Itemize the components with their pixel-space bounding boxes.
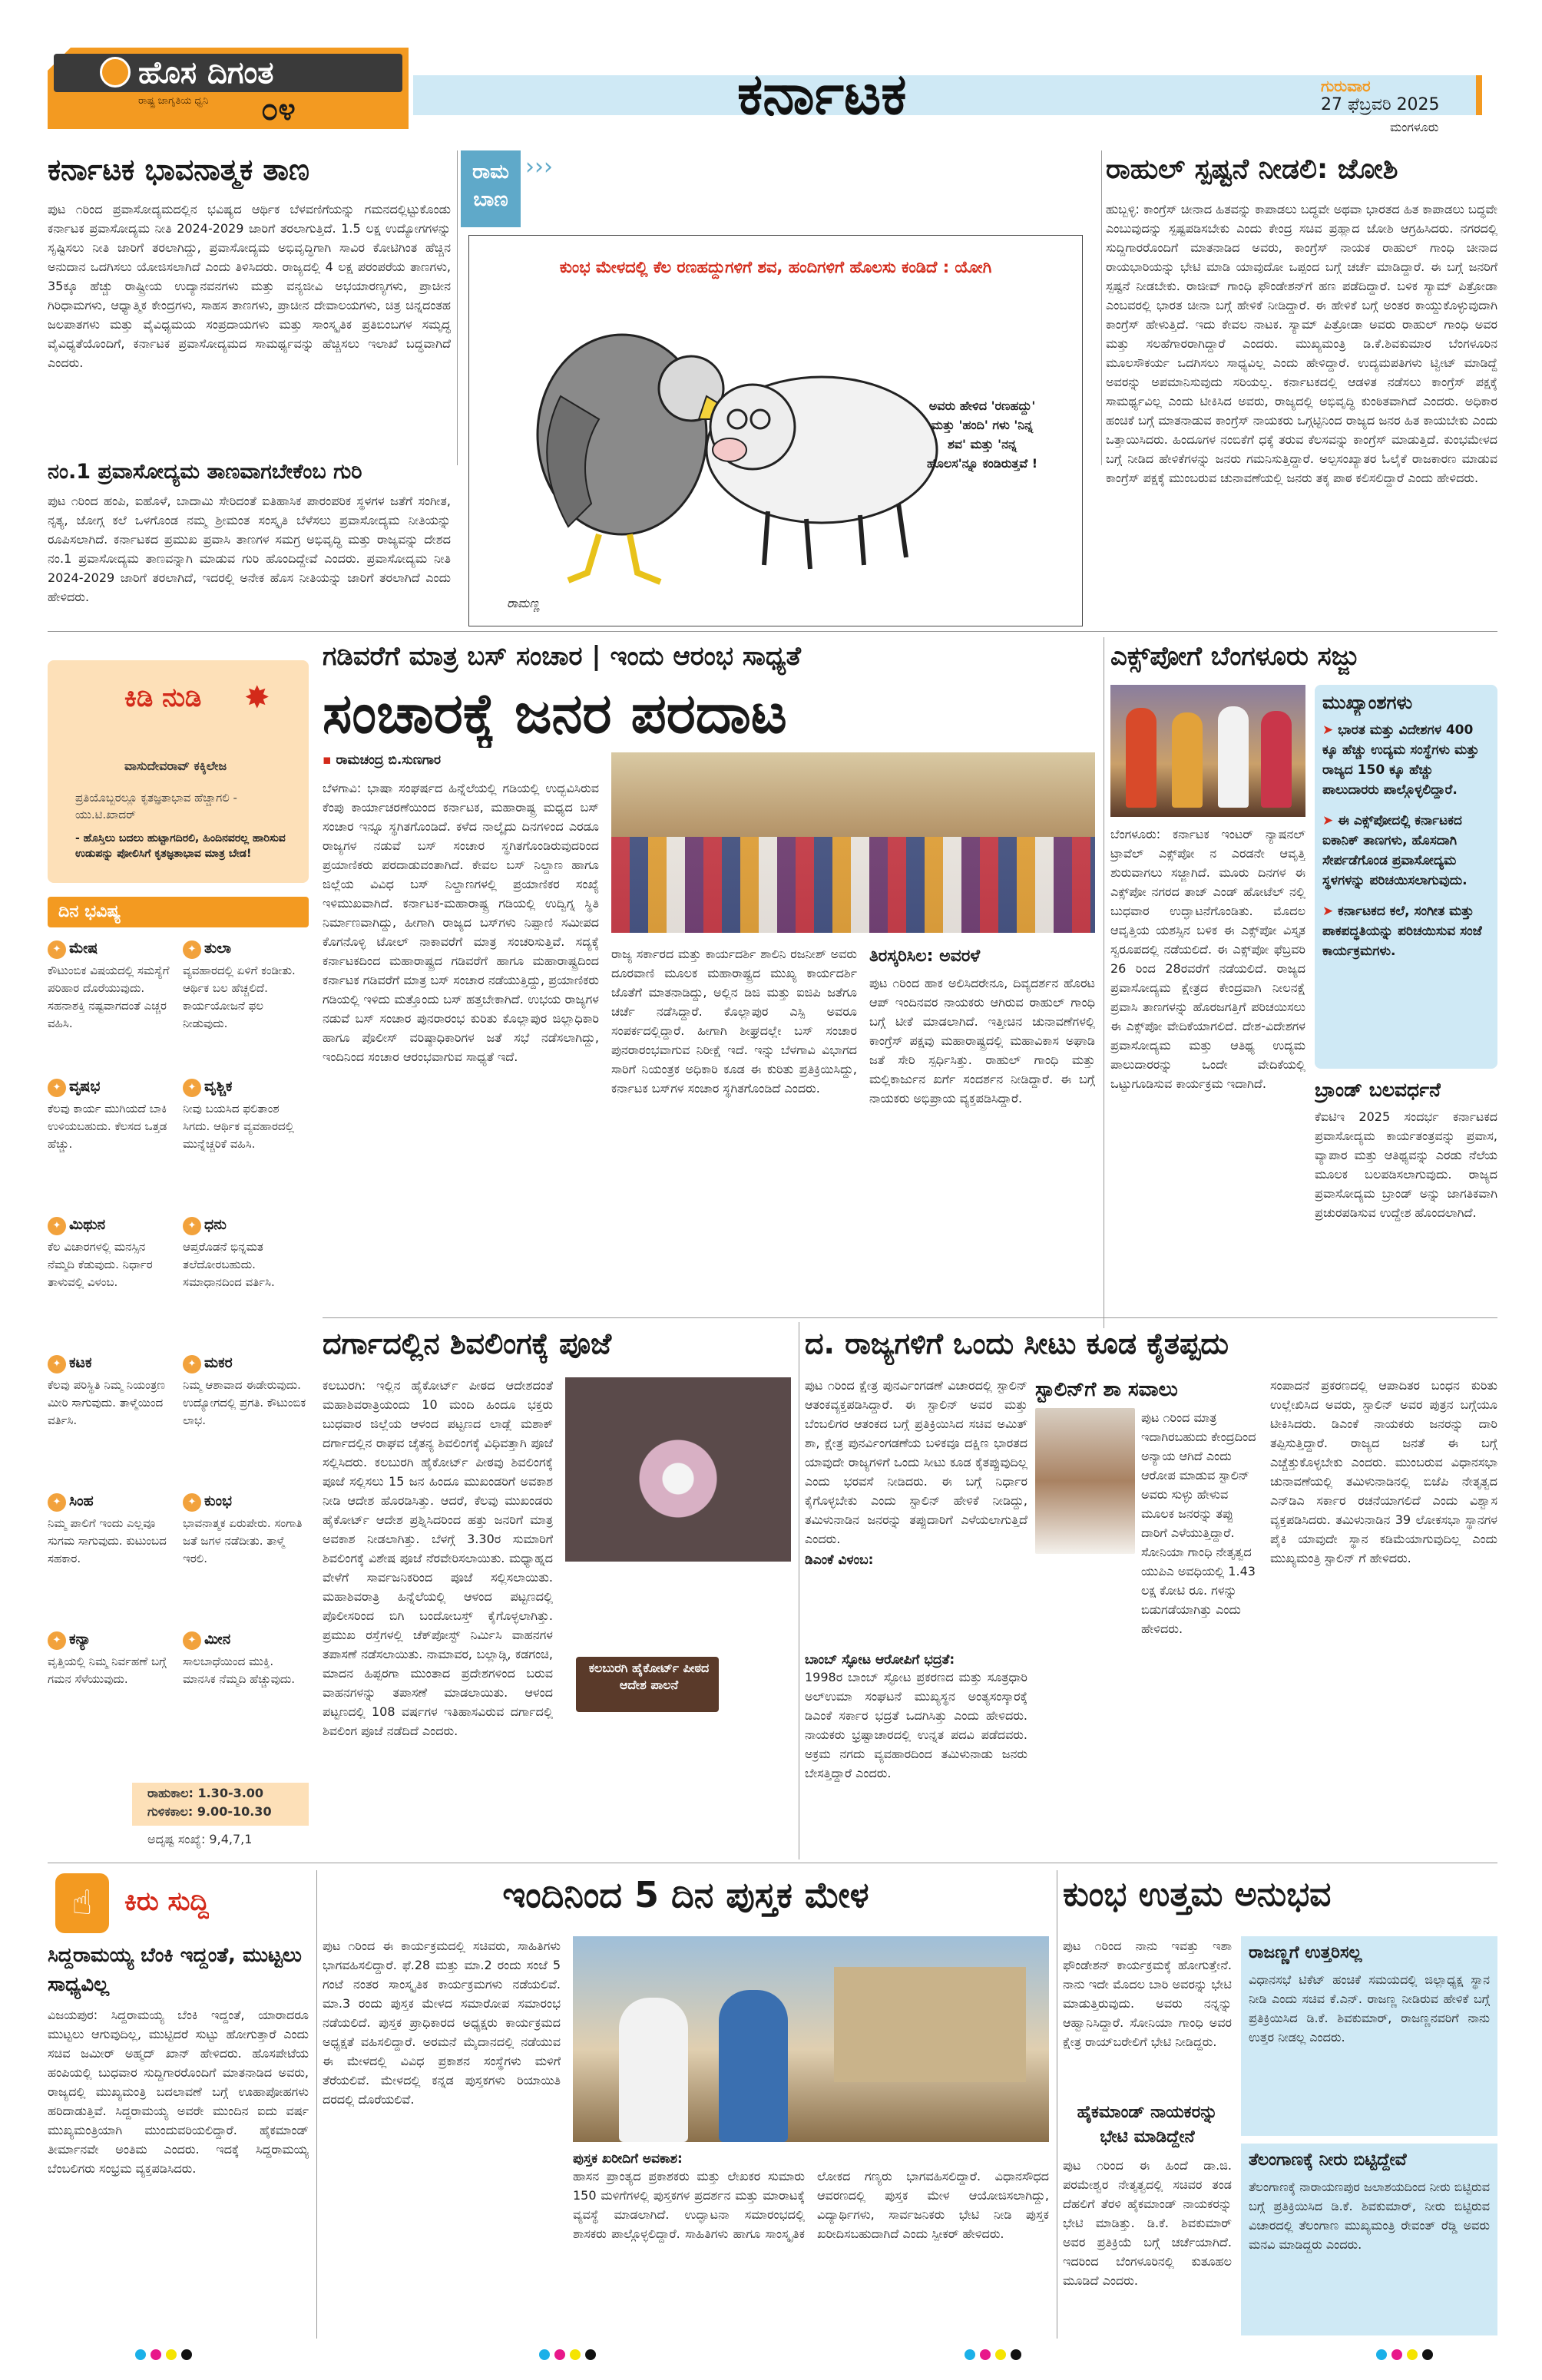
cartoon-column <box>461 150 1098 610</box>
cmyk-dot <box>1376 2349 1387 2360</box>
arrow-icon: ➤ <box>1322 904 1338 919</box>
rashi-name: ತುಲಾ <box>204 940 232 957</box>
cmyk-dot <box>570 2349 581 2360</box>
cmyk-dot <box>995 2349 1006 2360</box>
rashi-name: ಕನ್ಯಾ <box>69 1631 91 1648</box>
story-body-2: ಪುಟ ೧ರಿಂದ ಹಂಪಿ, ಐಹೊಳೆ, ಬಾದಾಮಿ ಸೇರಿದಂತೆ ಐತಿಹಾಸಿಕ ಪಾರಂಪರಿಕ ಸ್ಥಳಗಳ ಜತೆಗೆ ಸಂಗೀತ, ನೃತ್ಯ, ಜೋಗ್ಗ ಕಲೆ ಒಳಗೊಂಡ ನಮ್ಮ ಶ್ರೀಮಂತ ಸಂಸ್ಕೃತಿ ಬೆಳೆಸಲು ಪ್ರವಾಸೋದ್ಯಮ ನೀತಿಯನ್ನು ರೂಪಿಸಲಾಗಿದೆ. ಕರ್ನಾಟಕದ ಪ್ರಮುಖ ಪ್ರವಾಸಿ ತಾಣಗಳ ಸಮಗ್ರ ಅಭಿವೃದ್ಧಿ ಮತ್ತು ರಾಜ್ಯವನ್ನು ದೇಶದ ನಂ.1 ಪ್ರವಾಸೋದ್ಯಮ ತಾಣವನ್ನಾಗಿ ಮಾಡುವ ಗುರಿ ಹೊಂದಿದ್ದೇವೆ ಎಂದರು. ಪ್ರವಾಸೋದ್ಯಮ ನೀತಿ 2024-2029 ಜಾರಿಗೆ ತರಲಾಗಿದೆ, ಇದರಲ್ಲಿ ಅನೇಕ ಹೊಸ ನೀತಿಯನ್ನು ಜಾರಿಗೆ ತರಲಾಗಿದೆ ಎಂದು ಹೇಳಿದರು. <box>48 494 451 604</box>
rashi-header <box>48 1354 174 1373</box>
books-sub-col <box>573 2151 1049 2335</box>
cartoon-illustration <box>515 304 945 603</box>
headline: ಕುಂಭ ಉತ್ತಮ ಅನುಭವ <box>1063 1875 1332 1914</box>
rashi-text: ವ್ಯವಹಾರದಲ್ಲಿ ಏಳಿಗೆ ಕಂಡೀತು. ಆರ್ಥಿಕ ಬಲ ಹೆಚ್ಚಲಿದೆ. ಕಾರ್ಯಯೋಜನೆ ಫಲ ನೀಡುವುದು. <box>183 963 296 1030</box>
horoscope <box>48 897 309 1864</box>
rashi-name: ಮಕರ <box>204 1354 233 1371</box>
highlight-text: ಕರ್ನಾಟಕದ ಕಲೆ, ಸಂಗೀತ ಮತ್ತು ಪಾಕಪದ್ಧತಿಯನ್ನು ಪರಿಚಯಿಸುವ ಸಂಜೆ ಕಾರ್ಯಕ್ರಮಗಳು. <box>1322 904 1482 959</box>
photo-caption: ಕಲಬುರಗಿ ಹೈಕೋರ್ಟ್ ಪೀಠದ ಆದೇಶ ಪಾಲನೆ <box>588 1661 710 1692</box>
cmyk-dot <box>1407 2349 1418 2360</box>
page-number: ೦೪ <box>261 92 296 127</box>
story-south <box>805 1322 1497 1859</box>
cmyk-dot <box>980 2349 991 2360</box>
rashi-header <box>183 1354 309 1373</box>
rashi-name: ಮಿಥುನ <box>69 1216 106 1233</box>
headline: ದ. ರಾಜ್ಯಗಳಿಗೆ ಒಂದು ಸೀಟು ಕೂಡ ಕೈತಪ್ಪದು <box>805 1327 1229 1360</box>
story-right-col: ಸಂಪಾದನೆ ಪ್ರಕರಣದಲ್ಲಿ ಆಪಾದಿತರ ಬಂಧನ ಕುರಿತು ಉಲ್ಲೇಖಿಸಿದ ಅವರು, ಸ್ಟಾಲಿನ್ ಅವರ ಪುತ್ರನ ಬಗ್ಗೆಯೂ ಟೀಕಿಸಿದರು. ಡಿಎಂಕೆ ನಾಯಕರು ಜನರನ್ನು ದಾರಿ ತಪ್ಪಿಸುತ್ತಿದ್ದಾರೆ. ರಾಜ್ಯದ ಜನತೆ ಈ ಬಗ್ಗೆ ಎಚ್ಚೆತ್ತುಕೊಳ್ಳಬೇಕು ಎಂದರು. ಮುಂಬರುವ ವಿಧಾನಸಭಾ ಚುನಾವಣೆಯಲ್ಲಿ ತಮಿಳುನಾಡಿನಲ್ಲಿ ಬಿಜೆಪಿ ನೇತೃತ್ವದ ಎನ್‌ಡಿಎ ಸರ್ಕಾರ ರಚನೆಯಾಗಲಿದೆ ಎಂದು ವಿಶ್ವಾಸ ವ್ಯಕ್ತಪಡಿಸಿದರು. ತಮಿಳುನಾಡಿನ 39 ಲೋಕಸಭಾ ಸ್ಥಾನಗಳ ಪೈಕಿ ಯಾವುದೇ ಸ್ಥಾನ ಕಡಿಮೆಯಾಗುವುದಿಲ್ಲ ಎಂದು ಮುಖ್ಯಮಂತ್ರಿ ಸ್ಟಾಲಿನ್ ಗೆ ಹೇಳಿದರು. <box>1270 1378 1497 1565</box>
highlights-list <box>1322 720 1490 961</box>
rashi-item <box>183 940 309 1072</box>
box-body: ವಿಧಾನಸಭೆ ಟಿಕೆಟ್ ಹಂಚಿಕೆ ಸಮಯದಲ್ಲಿ ಜಿಲ್ಲಾಧ್ಯಕ್ಷ ಸ್ಥಾನ ನೀಡಿ ಎಂದು ಸಚಿವ ಕೆ.ಎನ್. ರಾಜಣ್ಣ ನೀಡಿರುವ ಹೇಳಿಕೆ ಬಗ್ಗೆ ಪ್ರತಿಕ್ರಿಯಿಸಿದ ಡಿ.ಕೆ. ಶಿವಕುಮಾರ್, ರಾಜಣ್ಣನವರಿಗೆ ನಾನು ಉತ್ತರ ನೀಡಲ್ಲ ಎಂದರು. <box>1249 1972 1490 2044</box>
rashi-text: ಭಾವನಾತ್ಮಕ ಏರುಪೇರು. ಸಂಗಾತಿ ಜತೆ ಜಗಳ ನಡೆದೀತು. ತಾಳ್ಮೆ ಇರಲಿ. <box>183 1516 303 1565</box>
crowd-shape <box>611 837 1095 933</box>
dancer-shape <box>1126 708 1156 808</box>
zodiac-icon: ✦ <box>48 1079 66 1097</box>
rashi-item <box>183 1354 309 1486</box>
lead-body-1: ಬೆಳಗಾವಿ: ಭಾಷಾ ಸಂಘರ್ಷದ ಹಿನ್ನೆಲೆಯಲ್ಲಿ ಗಡಿಯಲ್ಲಿ ಉದ್ಭವಿಸಿರುವ ಕೆಂಪು ಕಾರ್ಯಾಚರಣೆಯಿಂದ ಕರ್ನಾಟಕ, ಮಹಾರಾಷ್ಟ್ರ ಮಧ್ಯದ ಬಸ್ ಸಂಚಾರ ಇನ್ನೂ ಸ್ಥಗಿತಗೊಂಡಿದೆ. ಕಳೆದ ನಾಲ್ಕೈದು ದಿನಗಳಿಂದ ಎರಡೂ ರಾಜ್ಯಗಳ ನಡುವೆ ಬಸ್ ಸಂಚಾರ ಸ್ಥಗಿತಗೊಂಡಿರುವುದರಿಂದ ಪ್ರಯಾಣಿಕರು ಪರದಾಡುವಂತಾಗಿದೆ. ಕೇವಲ ಬಸ್ ನಿಲ್ದಾಣ ಹಾಗೂ ಜಿಲ್ಲೆಯ ವಿವಿಧ ಬಸ್ ನಿಲ್ದಾಣಗಳಲ್ಲಿ ಪ್ರಯಾಣಿಕರ ಸಂಖ್ಯೆ ಇಳಿಮುಖವಾಗಿದೆ. ಕರ್ನಾಟಕ-ಮಹಾರಾಷ್ಟ್ರ ಗಡಿಯಲ್ಲಿ ಉದ್ವಿಗ್ನ ಸ್ಥಿತಿ ನಿರ್ಮಾಣವಾಗಿದ್ದು, ಹೀಗಾಗಿ ರಾಜ್ಯದ ಬಸ್‌ಗಳು ನಿಪ್ಪಾಣಿ ಸಮೀಪದ ಕೊಗನೊಳ್ಳಿ ಟೋಲ್ ನಾಕಾವರೆಗೆ ಮಾತ್ರ ಸಂಚರಿಸುತ್ತಿವೆ. ಸದ್ಯಕ್ಕೆ ಕರ್ನಾಟಕದಿಂದ ಮಹಾರಾಷ್ಟ್ರದ ಗಡಿವರೆಗೆ ಹಾಗೂ ಮಹಾರಾಷ್ಟ್ರದಿಂದ ಕರ್ನಾಟಕ ಗಡಿವರೆಗೆ ಮಾತ್ರ ಬಸ್ ಸಂಚಾರ ನಡೆಯುತ್ತಿದ್ದು, ಪ್ರಯಾಣಿಕರು ಗಡಿಯಲ್ಲಿ ಇಳಿದು ಮತ್ತೊಂದು ಬಸ್ ಹತ್ತಬೇಕಾಗಿದೆ. ಉಭಯ ರಾಜ್ಯಗಳ ನಡುವೆ ಬಸ್ ಸಂಚಾರ ಪುನರಾರಂಭ ಕುರಿತು ಕೊಲ್ಲಾಪುರ ಜಿಲ್ಲಾಧಿಕಾರಿ ಹಾಗೂ ಪೊಲೀಸ್ ವರಿಷ್ಠಾಧಿಕಾರಿಗಳ ಜತೆ ಸಭೆ ನಡೆಸಲಾಗಿದ್ದು, ಇಂದಿನಿಂದ ಸಂಚಾರ ಆರಂಭವಾಗುವ ಸಾಧ್ಯತೆ ಇದೆ. <box>323 781 599 1064</box>
logo-tagline: ರಾಷ್ಟ್ರ ಜಾಗೃತಿಯ ಧ್ವನಿ <box>138 95 209 107</box>
gulika: ಗುಳಿಕಕಾಲ: 9.00-10.30 <box>147 1804 272 1819</box>
cmyk-dot <box>965 2349 975 2360</box>
rashi-name: ಸಿಂಹ <box>69 1492 94 1509</box>
story-body: ವಿಜಯಪುರ: ಸಿದ್ದರಾಮಯ್ಯ ಬೆಂಕಿ ಇದ್ದಂತೆ, ಯಾರಾದರೂ ಮುಟ್ಟಲು ಆಗುವುದಿಲ್ಲ, ಮುಟ್ಟಿದರೆ ಸುಟ್ಟು ಹೋಗುತ್ತಾರೆ ಎಂದು ಸಚಿವ ಜಮೀರ್ ಅಹ್ಮದ್ ಖಾನ್ ಹೇಳಿದರು. ಹೊಸಪೇಟೆಯ ಹಂಪಿಯಲ್ಲಿ ಬುಧವಾರ ಸುದ್ದಿಗಾರರೊಂದಿಗೆ ಮಾತನಾಡಿದ ಅವರು, ರಾಜ್ಯದಲ್ಲಿ ಮುಖ್ಯಮಂತ್ರಿ ಬದಲಾವಣೆ ಬಗ್ಗೆ ಊಹಾಪೋಹಗಳು ಹರಿದಾಡುತ್ತಿವೆ. ಸಿದ್ದರಾಮಯ್ಯ ಅವರೇ ಮುಂದಿನ ಐದು ವರ್ಷ ಮುಖ್ಯಮಂತ್ರಿಯಾಗಿ ಮುಂದುವರಿಯಲಿದ್ದಾರೆ. ಹೈಕಮಾಂಡ್ ತೀರ್ಮಾನವೇ ಅಂತಿಮ ಎಂದರು. ಇದಕ್ಕೆ ಸಿದ್ದರಾಮಯ್ಯ ಬೆಂಬಲಿಗರು ಸಂಭ್ರಮ ವ್ಯಕ್ತಪಡಿಸಿದರು. <box>48 2008 309 2176</box>
cartoon-caption: ಕುಂಭ ಮೇಳದಲ್ಲಿ ಕೆಲ ರಣಹದ್ದುಗಳಿಗೆ ಶವ, ಹಂದಿಗಳಿಗೆ ಹೊಲಸು ಕಂಡಿದೆ : ಯೋಗಿ <box>559 258 992 276</box>
story-kumbh <box>1063 1870 1497 2339</box>
lead-photo <box>611 752 1095 933</box>
zodiac-icon: ✦ <box>183 1355 201 1373</box>
story-joshi <box>1106 150 1497 619</box>
cartoonist-signature: ರಾಮಣ್ಣ <box>507 596 540 610</box>
story-books <box>323 1870 1049 2339</box>
person-shape <box>619 1998 688 2142</box>
box-title: ತೆಲಂಗಾಣಕ್ಕೆ ನೀರು ಬಿಟ್ಟಿದ್ದೇವೆ <box>1249 2150 1407 2170</box>
rashi-name: ವೃಶ್ಚಿಕ <box>204 1078 233 1095</box>
story-body-2: ಹಾಸನ ಪ್ರಾಂತ್ಯದ ಪ್ರಕಾಶಕರು ಮತ್ತು ಲೇಖಕರ ಸುಮಾರು 150 ಮಳಿಗೆಗಳಲ್ಲಿ ಪುಸ್ತಕಗಳ ಪ್ರದರ್ಶನ ಮತ್ತು ಮಾರಾಟಕ್ಕೆ ವ್ಯವಸ್ಥೆ ಮಾಡಲಾಗಿದೆ. ಉದ್ಘಾಟನಾ ಸಮಾರಂಭದಲ್ಲಿ ಶಾಸಕರು ಪಾಲ್ಗೊಳ್ಳಲಿದ್ದಾರೆ. ಸಾಹಿತಿಗಳು ಹಾಗೂ ಸಾಂಸ್ಕೃತಿಕ ಲೋಕದ ಗಣ್ಯರು ಭಾಗವಹಿಸಲಿದ್ದಾರೆ. ವಿಧಾನಸೌಧದ ಆವರಣದಲ್ಲಿ ಪುಸ್ತಕ ಮೇಳ ಆಯೋಜಿಸಲಾಗಿದ್ದು, ವಿದ್ಯಾರ್ಥಿಗಳು, ಸಾರ್ವಜನಿಕರು ಭೇಟಿ ನೀಡಿ ಪುಸ್ತಕ ಖರೀದಿಸಬಹುದಾಗಿದೆ ಎಂದು ಸ್ಪೀಕರ್ ಹೇಳಿದರು. <box>573 2169 1049 2241</box>
rashi-header <box>48 940 174 959</box>
lead-body-2: ರಾಜ್ಯ ಸರ್ಕಾರದ ಮತ್ತು ಕಾರ್ಯದರ್ಶಿ ಶಾಲಿನಿ ರಜನೀಶ್ ಅವರು ದೂರವಾಣಿ ಮೂಲಕ ಮಹಾರಾಷ್ಟ್ರದ ಮುಖ್ಯ ಕಾರ್ಯದರ್ಶಿ ಜೊತೆಗೆ ಮಾತನಾಡಿದ್ದು, ಅಲ್ಲಿನ ಡಿಜಿ ಮತ್ತು ಐಜಿಪಿ ಜತೆಗೂ ಚರ್ಚೆ ನಡೆಸಿದ್ದಾರೆ. ಕೊಲ್ಲಾಪುರ ಎಸ್ಪಿ ಅವರೂ ಸಂಪರ್ಕದಲ್ಲಿದ್ದಾರೆ. ಹೀಗಾಗಿ ಶೀಘ್ರದಲ್ಲೇ ಬಸ್ ಸಂಚಾರ ಪುನರಾರಂಭವಾಗುವ ನಿರೀಕ್ಷೆ ಇದೆ. ಇನ್ನು ಬೆಳಗಾವಿ ವಿಭಾಗದ ಸಾರಿಗೆ ನಿಯಂತ್ರಕ ಅಧಿಕಾರಿ ಕೂಡ ಈ ಕುರಿತು ಪ್ರತಿಕ್ರಿಯಿಸಿದ್ದು, ಕರ್ನಾಟಕ ಬಸ್‌ಗಳ ಸಂಚಾರ ಸ್ಥಗಿತಗೊಂಡಿದೆ ಎಂದರು. <box>611 947 857 1096</box>
rashi-item <box>183 1492 309 1625</box>
highlight-text: ಈ ಎಕ್ಸ್‌ಪೋದಲ್ಲಿ ಕರ್ನಾಟಕದ ಐಕಾನಿಕ್ ತಾಣಗಳು, ಹೊಸದಾಗಿ ಸೇರ್ಪಡೆಗೊಂಡ ಪ್ರವಾಸೋದ್ಯಮ ಸ್ಥಳಗಳನ್ನು ಪರಿಚಯಿಸಲಾಗುವುದು. <box>1322 813 1468 888</box>
masthead <box>0 0 1542 138</box>
rashi-item <box>48 1354 174 1486</box>
story-dargah <box>323 1322 791 1859</box>
subheadline: ತಿರಸ್ಕರಿಸಿಲ: ಅವರಳೆ <box>869 947 981 966</box>
rashi-grid <box>48 940 309 1769</box>
expo-body: ಬೆಂಗಳೂರು: ಕರ್ನಾಟಕ ಇಂಟರ್ ನ್ಯಾಷನಲ್ ಟ್ರಾವೆಲ್ ಎಕ್ಸ್‌ಪೋ ನ ಎರಡನೇ ಆವೃತ್ತಿ ಶುರುವಾಗಲು ಸಜ್ಜಾಗಿದೆ. ಮೂರು ದಿನಗಳ ಈ ಎಕ್ಸ್‌ಪೋ ನಗರದ ತಾಜ್ ಎಂಡ್ ಹೋಟೆಲ್ ನಲ್ಲಿ ಬುಧವಾರ ಉದ್ಘಾಟನೆಗೊಂಡಿತು. ಮೊದಲ ಆವೃತ್ತಿಯ ಯಶಸ್ಸಿನ ಬಳಿಕ ಈ ಎಕ್ಸ್‌ಪೋ ವಿಸ್ತೃತ ಸ್ವರೂಪದಲ್ಲಿ ನಡೆಯಲಿದೆ. ಈ ಎಕ್ಸ್‌ಪೋ ಫೆಬ್ರವರಿ 26 ರಿಂದ 28ರವರೆಗೆ ನಡೆಯಲಿದೆ. ರಾಜ್ಯದ ಪ್ರವಾಸೋದ್ಯಮ ಕ್ಷೇತ್ರದ ಕೇಂದ್ರವಾಗಿ ನೀಲನಕ್ಷೆ ಪ್ರವಾಸಿ ತಾಣಗಳನ್ನು ಹೊರಜಗತ್ತಿಗೆ ಪರಿಚಯಿಸಲು ಈ ಎಕ್ಸ್‌ಪೋ ವೇದಿಕೆಯಾಗಲಿದೆ. ದೇಶ-ವಿದೇಶಗಳ ಪ್ರವಾಸೋದ್ಯಮ ಮತ್ತು ಆತಿಥ್ಯ ಉದ್ಯಮ ಪಾಲುದಾರರನ್ನು ಒಂದೇ ವೇದಿಕೆಯಲ್ಲಿ ಒಟ್ಟುಗೂಡಿಸುವ ಕಾರ್ಯಕ್ರಮ ಇದಾಗಿದೆ. <box>1110 827 1305 1091</box>
arrow-icon: ➤ <box>1322 813 1338 828</box>
rashi-header <box>183 1492 309 1512</box>
rashi-header <box>183 1078 309 1097</box>
zodiac-icon: ✦ <box>183 1631 201 1650</box>
byline-bullet-icon: ▪ <box>323 752 332 768</box>
kidinudi-label: ಕಿಡಿ ನುಡಿ <box>124 683 202 713</box>
logo-emblem-icon <box>100 57 131 88</box>
divider <box>1101 150 1102 465</box>
rashi-text: ಕೌಟುಂಬಿಕ ವಿಷಯದಲ್ಲಿ ಸಮಸ್ಯೆಗೆ ಪರಿಹಾರ ದೊರೆಯುವುದು. ಸಹನಾಶಕ್ತಿ ನಷ್ಟವಾಗದಂತೆ ಎಚ್ಚರ ವಹಿಸಿ. <box>48 963 170 1030</box>
sub-label: ಪುಸ್ತಕ ಖರೀದಿಗೆ ಅವಕಾಶ: <box>573 2151 683 2167</box>
rajanna-box <box>1241 1936 1497 2136</box>
headline: ರಾಹುಲ್ ಸ್ಪಷ್ಟನೆ ನೀಡಲಿ: ಜೋಶಿ <box>1106 154 1398 185</box>
cmyk-dot <box>585 2349 596 2360</box>
rashi-header <box>48 1631 174 1650</box>
rashi-name: ಕುಂಭ <box>204 1492 232 1509</box>
cmyk-dot <box>166 2349 177 2360</box>
rashi-header <box>183 1216 309 1235</box>
box-title: ಸ್ಟಾಲಿನ್‌ಗೆ ಶಾ ಸವಾಲು <box>1035 1378 1178 1401</box>
lead-body-3: ಪುಟ ೧ರಿಂದ ಹಾಕ ಅಲಿಸಿದರೇನೂ, ದಿವ್ಯದರ್ಶನ ಹೊರಟ ಆಪ್ ಇಂದಿನವರ ನಾಯಕರು ಆಗಿರುವ ರಾಹುಲ್ ಗಾಂಧಿ ಬಗ್ಗೆ ಟೀಕೆ ಮಾಡಲಾಗಿದೆ. ಇತ್ತೀಚಿನ ಚುನಾವಣೆಗಳಲ್ಲಿ ಕಾಂಗ್ರೆಸ್ ಪಕ್ಷವು ಮಹಾರಾಷ್ಟ್ರದಲ್ಲಿ ಮಹಾವಿಕಾಸ ಅಘಾಡಿ ಜತೆ ಸೇರಿ ಸ್ಪರ್ಧಿಸಿತ್ತು. ರಾಹುಲ್ ಗಾಂಧಿ ಮತ್ತು ಮಲ್ಲಿಕಾರ್ಜುನ ಖರ್ಗೆ ಸಂದರ್ಶನ ನೀಡಿದ್ದಾರೆ. ಈ ಬಗ್ಗೆ ನಾಯಕರು ಅಭಿಪ್ರಾಯ ವ್ಯಕ್ತಪಡಿಸಿದ್ದಾರೆ. <box>869 976 1095 1106</box>
subheadline: ಬ್ರಾಂಡ್ ಬಲವರ್ಧನೆ <box>1315 1079 1441 1101</box>
hand-icon: ☝ <box>55 1873 109 1933</box>
row-divider <box>323 1317 1497 1318</box>
cmyk-dot <box>181 2349 192 2360</box>
highlights-title: ಮುಖ್ಯಾಂಶಗಳು <box>1322 692 1413 713</box>
lucky-number: ಅದೃಷ್ಟ ಸಂಖ್ಯೆ: 9,4,7,1 <box>147 1832 253 1846</box>
zodiac-icon: ✦ <box>183 1079 201 1097</box>
cmyk-dot <box>1011 2349 1021 2360</box>
quote: ಪ್ರತಿಯೊಬ್ಬರಲ್ಲೂ ಕೃತಜ್ಞತಾಭಾವ ಹೆಚ್ಚಾಗಲಿ - ಯು.ಟಿ.ಖಾದರ್ <box>75 791 237 821</box>
zodiac-icon: ✦ <box>48 940 66 959</box>
story-expo <box>1110 637 1497 1328</box>
byline <box>323 752 441 768</box>
dancer-shape <box>1261 711 1292 808</box>
cmyk-dot <box>539 2349 550 2360</box>
author: ವಾಸುದೇವರಾವ್ ಕಕ್ಕಿಲೇಜ <box>124 759 227 773</box>
zodiac-icon: ✦ <box>183 1493 201 1512</box>
kirusuddi-label: ಕಿರು ಸುದ್ದಿ <box>124 1886 210 1917</box>
highlights-box <box>1315 685 1497 1069</box>
rashi-text: ನಿಮ್ಮ ಪಾಲಿಗೆ ಇಂದು ಎಲ್ಲವೂ ಸುಗಮ ಸಾಗುವುದು. ಕುಟುಂಬದ ಸಹಕಾರ. <box>48 1516 167 1565</box>
lead-right-col <box>869 944 1095 1328</box>
highlight-item <box>1322 811 1490 891</box>
rashi-item <box>48 1078 174 1210</box>
speech-bubble: ಅವರು ಹೇಳಿದ 'ರಣಹದ್ದು' ಮತ್ತು 'ಹಂದಿ' ಗಳು 'ನಿನ್ನ ಶವ' ಮತ್ತು 'ನನ್ನ ಹೊಲಸ'ನ್ನೂ ಕಂಡಿರುತ್ತವೆ ! <box>926 398 1038 471</box>
rashi-text: ವೃತ್ತಿಯಲ್ಲಿ ನಿಮ್ಮ ನಿರ್ವಹಣೆ ಬಗ್ಗೆ ಗಮನ ಸೆಳೆಯುವುದು. <box>48 1654 167 1686</box>
expo-photo <box>1110 685 1305 817</box>
rashi-header <box>183 940 309 959</box>
rashi-item <box>48 1216 174 1348</box>
subheadline: ಹೈಕಮಾಂಡ್ ನಾಯಕರನ್ನು ಭೇಟಿ ಮಾಡಿದ್ದೇನೆ <box>1077 2103 1218 2147</box>
logo-text: ಹೊಸ ದಿಗಂತ <box>138 55 274 91</box>
cmyk-dot <box>151 2349 161 2360</box>
rashi-text: ಕೆಲವು ಪರಿಸ್ಥಿತಿ ನಿಮ್ಮ ನಿಯಂತ್ರಣ ಮೀರಿ ಸಾಗುವುದು. ತಾಳ್ಮೆಯಿಂದ ವರ್ತಿಸಿ. <box>48 1377 165 1427</box>
amit-shah-photo <box>1035 1408 1135 1554</box>
zodiac-icon: ✦ <box>183 940 201 959</box>
south-sub-col <box>805 1552 1027 1859</box>
section-title: ಕರ್ನಾಟಕ <box>737 61 907 127</box>
rashi-name: ಮೇಷ <box>69 940 98 957</box>
rashi-text: ಕೆಲವು ಕಾರ್ಯ ಮುಗಿಯದೆ ಬಾಕಿ ಉಳಿಯಬಹುದು. ಕೆಲಸದ ಒತ್ತಡ ಹೆಚ್ಚು. <box>48 1101 167 1151</box>
story-body-2: ಪುಟ ೧ರಿಂದ ಈ ಹಿಂದೆ ಡಾ.ಜಿ. ಪರಮೇಶ್ವರ ನೇತೃತ್ವದಲ್ಲಿ ಸಚಿವರ ತಂಡ ದೆಹಲಿಗೆ ತೆರಳಿ ಹೈಕಮಾಂಡ್ ನಾಯಕರನ್ನು ಭೇಟಿ ಮಾಡಿತ್ತು. ಡಿ.ಕೆ. ಶಿವಕುಮಾರ್ ಅವರ ಪ್ರತಿಕ್ರಿಯೆ ಬಗ್ಗೆ ಚರ್ಚೆಯಾಗಿದೆ. ಇದರಿಂದ ಬೆಂಗಳೂರಿನಲ್ಲಿ ಕುತೂಹಲ ಮೂಡಿದೆ ಎಂದರು. <box>1063 2158 1232 2288</box>
story-body: ಪುಟ ೧ರಿಂದ ಪ್ರವಾಸೋದ್ಯಮದಲ್ಲಿನ ಭವಿಷ್ಯದ ಆರ್ಥಿಕ ಬೆಳವಣಿಗೆಯನ್ನು ಗಮನದಲ್ಲಿಟ್ಟುಕೊಂಡು ಕರ್ನಾಟಕ ಪ್ರವಾಸೋದ್ಯಮ ನೀತಿ 2024-2029 ಜಾರಿಗೆ ತರಲಾಗುತ್ತಿದೆ. 1.5 ಲಕ್ಷ ಉದ್ಯೋಗಗಳನ್ನು ಸೃಷ್ಟಿಸಲು ನೀತಿ ಜಾರಿಗೆ ತರಲಾಗಿದ್ದು, ಪ್ರವಾಸೋದ್ಯಮ ಅಭಿವೃದ್ಧಿಗಾಗಿ ಸಾವಿರ ಕೋಟಿಗಿಂತ ಹೆಚ್ಚಿನ ಅನುದಾನ ಒದಗಿಸಲು ಯೋಜಿಸಲಾಗಿದೆ ಎಂದು ತಿಳಿಸಿದರು. ರಾಜ್ಯದಲ್ಲಿ 4 ಲಕ್ಷ ಪರಂಪರೆಯ ತಾಣಗಳು, 35ಕ್ಕೂ ಹೆಚ್ಚು ರಾಷ್ಟ್ರೀಯ ಉದ್ಯಾನವನಗಳು ಮತ್ತು ವನ್ಯಜೀವಿ ಅಭಯಾರಣ್ಯಗಳು, ಪ್ರಾಚೀನ ಗಿರಿಧಾಮಗಳು, ಆಧ್ಯಾತ್ಮಿಕ ಕೇಂದ್ರಗಳು, ಸಾಹಸ ತಾಣಗಳು, ಪ್ರಾಚೀನ ದೇವಾಲಯಗಳು, ಚಿತ್ರ ಚಿನ್ನದಂತಹ ಜಲಪಾತಗಳು ಮತ್ತು ವೈವಿಧ್ಯಮಯ ಸಂಪ್ರದಾಯಗಳು ಮತ್ತು ಸಾಂಸ್ಕೃತಿಕ ಪ್ರತಿಬಿಂಬಗಳ ಸಮೃದ್ಧ ವೈವಿಧ್ಯತೆಯೊಂದಿಗೆ, ಕರ್ನಾಟಕ ಪ್ರವಾಸೋದ್ಯಮದ ಸಾಮರ್ಥ್ಯವನ್ನು ಹೆಚ್ಚಿಸಲು ಇಲಾಖೆ ಬದ್ಧವಾಗಿದೆ ಎಂದರು. <box>48 202 451 370</box>
byline-text: ರಾಮಚಂದ್ರ ಬಿ.ಸುಣಗಾರ <box>336 752 441 768</box>
cmyk-dot <box>1391 2349 1402 2360</box>
orange-marker <box>1476 75 1482 115</box>
kicker: ಗಡಿವರೆಗೆ ಮಾತ್ರ ಬಸ್ ಸಂಚಾರ | ಇಂದು ಆರಂಭ ಸಾಧ್ಯತೆ <box>323 641 801 672</box>
box-title: ರಾಜಣ್ಣಗೆ ಉತ್ತರಿಸಲ್ಲ <box>1249 1943 1362 1962</box>
rashi-text: ನಿಮ್ಮ ಆಶಾವಾದ ಈಡೇರುವುದು. ಉದ್ಯೋಗದಲ್ಲಿ ಪ್ರಗತಿ. ಕೌಟುಂಬಿಕ ಲಾಭ. <box>183 1377 306 1427</box>
highlight-item <box>1322 720 1490 800</box>
zodiac-icon: ✦ <box>48 1631 66 1650</box>
rashi-header <box>183 1631 309 1650</box>
edition-city: ಮಂಗಳೂರು <box>1390 120 1439 134</box>
chevrons-icon: ››› <box>525 154 553 180</box>
kirusuddi <box>48 1870 309 2339</box>
story-tourism <box>48 150 451 711</box>
headline: ಇಂದಿನಿಂದ 5 ದಿನ ಪುಸ್ತಕ ಮೇಳ <box>502 1874 869 1916</box>
story-body: ಕಲಬುರಗಿ: ಇಲ್ಲಿನ ಹೈಕೋರ್ಟ್ ಪೀಠದ ಆದೇಶದಂತೆ ಮಹಾಶಿವರಾತ್ರಿಯಂದು 10 ಮಂದಿ ಹಿಂದೂ ಭಕ್ತರು ಬುಧವಾರ ಜಿಲ್ಲೆಯ ಆಳಂದ ಪಟ್ಟಣದ ಲಾಡ್ಲೆ ಮಶಾಕ್ ದರ್ಗಾದಲ್ಲಿನ ರಾಘವ ಚೈತನ್ಯ ಶಿವಲಿಂಗಕ್ಕೆ ವಿಧಿವತ್ತಾಗಿ ಪೂಜೆ ಸಲ್ಲಿಸಿದರು. ಕಲಬುರಗಿ ಹೈಕೋರ್ಟ್ ಪೀಠವು ಶಿವಲಿಂಗಕ್ಕೆ ಪೂಜೆ ಸಲ್ಲಿಸಲು 15 ಜನ ಹಿಂದೂ ಮುಖಂಡರಿಗೆ ಅವಕಾಶ ನೀಡಿ ಆದೇಶ ಹೊರಡಿಸಿತ್ತು. ಆದರೆ, ಕೆಲವು ಮುಖಂಡರು ಹೈಕೋರ್ಟ್ ಆದೇಶ ಪ್ರಶ್ನಿಸಿದರಿಂದ ಹತ್ತು ಜನರಿಗೆ ಮಾತ್ರ ಅವಕಾಶ ನೀಡಲಾಗಿತ್ತು. ಬೆಳಗ್ಗೆ 3.30ರ ಸುಮಾರಿಗೆ ಶಿವಲಿಂಗಕ್ಕೆ ವಿಶೇಷ ಪೂಜೆ ನೆರವೇರಿಸಲಾಯಿತು. ಮಧ್ಯಾಹ್ನದ ವೇಳೆಗೆ ಸಾರ್ವಜನಿಕರಿಂದ ಪೂಜೆ ಸಲ್ಲಿಸಲಾಯಿತು. ಮಹಾಶಿವರಾತ್ರಿ ಹಿನ್ನೆಲೆಯಲ್ಲಿ ಆಳಂದ ಪಟ್ಟಣದಲ್ಲಿ ಪೊಲೀಸರಿಂದ ಬಿಗಿ ಬಂದೋಬಸ್ತ್ ಕೈಗೊಳ್ಳಲಾಗಿತ್ತು. ಪ್ರಮುಖ ರಸ್ತೆಗಳಲ್ಲಿ ಚೆಕ್‌ಪೋಸ್ಟ್ ನಿರ್ಮಿಸಿ ವಾಹನಗಳ ತಪಾಸಣೆ ನಡೆಸಲಾಯಿತು. ನಾಮಾವರ, ಬಲ್ಲಾಡ್ಗಿ, ಕಡಗಂಚಿ, ಮಾದನ ಹಿಪ್ಪರಗಾ ಮುಂತಾದ ಪ್ರದೇಶಗಳಿಂದ ಬರುವ ವಾಹನಗಳನ್ನು ತಪಾಸಣೆ ಮಾಡಲಾಯಿತು. ಆಳಂದ ಪಟ್ಟಣದಲ್ಲಿ 108 ವರ್ಷಗಳ ಇತಿಹಾಸವಿರುವ ದರ್ಗಾದಲ್ಲಿ ಶಿವಲಿಂಗ ಪೂಜೆ ನಡೆದಿದೆ ಎಂದರು. <box>323 1378 553 1738</box>
headline: ದರ್ಗಾದಲ್ಲಿನ ಶಿವಲಿಂಗಕ್ಕೆ ಪೂಜೆ <box>323 1327 612 1360</box>
rashi-item <box>183 1631 309 1763</box>
divider <box>316 1870 317 2339</box>
headline: ಕರ್ನಾಟಕ ಭಾವನಾತ್ಮಕ ತಾಣ <box>48 153 309 187</box>
rahukala: ರಾಹುಕಾಲ: 1.30-3.00 <box>147 1786 264 1800</box>
cmyk-dot <box>1422 2349 1433 2360</box>
zodiac-icon: ✦ <box>48 1493 66 1512</box>
rashi-header <box>48 1078 174 1097</box>
brand-body: ಕೆಐಟಿಇ 2025 ಸಂದರ್ಭ ಕರ್ನಾಟಕದ ಪ್ರವಾಸೋದ್ಯಮ ಕಾರ್ಯತಂತ್ರವನ್ನು ಪ್ರವಾಸ, ವ್ಯಾಪಾರ ಮತ್ತು ಆತಿಥ್ಯವನ್ನು ಎರಡು ನೆಲೆಯ ಮೂಲಕ ಬಲಪಡಿಸಲಾಗುವುದು. ರಾಜ್ಯದ ಪ್ರವಾಸೋದ್ಯಮ ಬ್ರಾಂಡ್ ಅನ್ನು ಜಾಗತಿಕವಾಗಿ ಪ್ರಚುರಪಡಿಸುವ ಉದ್ದೇಶ ಹೊಂದಲಾಗಿದೆ. <box>1315 1109 1497 1220</box>
divider <box>457 150 458 465</box>
rashi-item <box>48 940 174 1072</box>
kirusuddi-badge <box>48 1870 309 1936</box>
rashi-text: ಕೆಲ ವಿಚಾರಗಳಲ್ಲಿ ಮನಸ್ಸಿನ ನೆಮ್ಮದಿ ಕೆಡುವುದು. ನಿರ್ಧಾರ ತಾಳುವಲ್ಲಿ ವಿಳಂಬ. <box>48 1239 153 1289</box>
rashi-name: ಕಟಕ <box>69 1354 92 1371</box>
rashi-name: ವೃಷಭ <box>69 1078 101 1095</box>
column-label: ರಾಮ ಬಾಣ <box>472 160 509 211</box>
highlight-item <box>1322 901 1490 961</box>
person-shape <box>719 1990 788 2142</box>
story-body: ಪುಟ ೧ರಿಂದ ಈ ಕಾರ್ಯಕ್ರಮದಲ್ಲಿ ಸಚಿವರು, ಸಾಹಿತಿಗಳು ಭಾಗವಹಿಸಲಿದ್ದಾರೆ. ಫೆ.28 ಮತ್ತು ಮಾ.2 ರಂದು ಸಂಜೆ 5 ಗಂಟೆ ನಂತರ ಸಾಂಸ್ಕೃತಿಕ ಕಾರ್ಯಕ್ರಮಗಳು ನಡೆಯಲಿವೆ. ಮಾ.3 ರಂದು ಪುಸ್ತಕ ಮೇಳದ ಸಮಾರೋಪ ಸಮಾರಂಭ ನಡೆಯಲಿದೆ. ಪುಸ್ತಕ ಪ್ರಾಧಿಕಾರದ ಅಧ್ಯಕ್ಷರು ಕಾರ್ಯಕ್ರಮದ ಅಧ್ಯಕ್ಷತೆ ವಹಿಸಲಿದ್ದಾರೆ. ಅರಮನೆ ಮೈದಾನದಲ್ಲಿ ನಡೆಯುವ ಈ ಮೇಳದಲ್ಲಿ ವಿವಿಧ ಪ್ರಕಾಶನ ಸಂಸ್ಥೆಗಳು ಮಳಿಗೆ ತೆರೆಯಲಿವೆ. ಮೇಳದಲ್ಲಿ ಕನ್ನಡ ಪುಸ್ತಕಗಳು ರಿಯಾಯಿತಿ ದರದಲ್ಲಿ ದೊರೆಯಲಿವೆ. <box>323 1939 561 2107</box>
rashi-header <box>48 1216 174 1235</box>
zodiac-icon: ✦ <box>183 1217 201 1235</box>
story-body: ಪುಟ ೧ರಿಂದ ನಾನು ಇವತ್ತು ಇಶಾ ಫೌಂಡೇಶನ್ ಕಾರ್ಯಕ್ರಮಕ್ಕೆ ಹೋಗುತ್ತೇನೆ. ನಾನು ಇದೇ ಮೊದಲ ಬಾರಿ ಅವರನ್ನು ಭೇಟಿ ಮಾಡುತ್ತಿರುವುದು. ಅವರು ನನ್ನನ್ನು ಆಹ್ವಾನಿಸಿದ್ದಾರೆ. ಸೋನಿಯಾ ಗಾಂಧಿ ಅವರ ಕ್ಷೇತ್ರ ರಾಯ್‌ಬರೇಲಿಗೆ ಭೇಟಿ ನೀಡಿದ್ದರು. <box>1063 1939 1232 2049</box>
rashi-name: ಮೀನ <box>204 1631 231 1648</box>
dancer-shape <box>1218 706 1249 808</box>
stalin-box <box>1035 1376 1262 1698</box>
headline: ಎಕ್ಸ್‌ಪೋಗೆ ಬೆಂಗಳೂರು ಸಜ್ಜು <box>1110 641 1359 672</box>
story-body: ಹುಬ್ಬಳ್ಳಿ: ಕಾಂಗ್ರೆಸ್ ಚೀನಾದ ಹಿತವನ್ನು ಕಾಪಾಡಲು ಬದ್ಧವೇ ಅಥವಾ ಭಾರತದ ಹಿತ ಕಾಪಾಡಲು ಬದ್ಧವೇ ಎಂಬುವುದನ್ನು ಸ್ಪಷ್ಟಪಡಿಸಬೇಕು ಎಂದು ಕೇಂದ್ರ ಸಚಿವ ಪ್ರಹ್ಲಾದ ಜೋಶಿ ಆಗ್ರಹಿಸಿದರು. ನಗರದಲ್ಲಿ ಸುದ್ದಿಗಾರರೊಂದಿಗೆ ಮಾತನಾಡಿದ ಅವರು, ಕಾಂಗ್ರೆಸ್ ನಾಯಕ ರಾಹುಲ್ ಗಾಂಧಿ ಚೀನಾದ ರಾಯಭಾರಿಯನ್ನು ಭೇಟಿ ಮಾಡಿ ಯಾವುದೋ ಒಪ್ಪಂದ ಬಗ್ಗೆ ಚರ್ಚೆ ಮಾಡಿದ್ದಾರೆ. ಈ ಬಗ್ಗೆ ಜನರಿಗೆ ಸ್ಪಷ್ಟನೆ ನೀಡಬೇಕು. ರಾಜೀವ್ ಗಾಂಧಿ ಫೌಂಡೇಶನ್‌ಗೆ ಹಣ ಪಡೆದಿದ್ದಾರೆ. ಬಳಿಕ ಸ್ಯಾಮ್ ಪಿತ್ರೋಡಾ ಎಂಬವರಲ್ಲಿ ಭಾರತ ಚೀನಾ ಬಗ್ಗೆ ಹೇಳಿಕೆ ನೀಡಿದ್ದಾರೆ. ಈ ಹೇಳಿಕೆ ಬಗ್ಗೆ ಅಂತರ ಕಾಯ್ದುಕೊಳ್ಳುವುದಾಗಿ ಕಾಂಗ್ರೆಸ್ ಹೇಳುತ್ತಿದೆ. ಇದು ಕೇವಲ ನಾಟಕ. ಸ್ಯಾಮ್ ಪಿತ್ರೋಡಾ ಅವರು ರಾಹುಲ್ ಗಾಂಧಿ ಅವರ ಮತ್ತು ಸಲಹೆಗಾರರಾಗಿದ್ದಾರೆ ಎಂದರು. ಮುಖ್ಯಮಂತ್ರಿ ಡಿ.ಕೆ.ಶಿವಕುಮಾರ ಬೆಂಗಳೂರಿನ ಮೂಲಸೌಕರ್ಯ ಒದಗಿಸಲು ಸಾಧ್ಯವಿಲ್ಲ ಎಂದು ಹೇಳಿದ್ದಾರೆ. ಉದ್ಯಮಪತಿಗಳು ಟ್ವೀಟ್ ಮಾಡಿದ್ದೆ ಅವರನ್ನು ಅಪಮಾನಿಸುವುದು ಸರಿಯಲ್ಲ. ಕರ್ನಾಟಕದಲ್ಲಿ ಆಡಳಿತ ನಡೆಸಲು ಕಾಂಗ್ರೆಸ್ ಪಕ್ಷಕ್ಕೆ ಸಾಮರ್ಥ್ಯವಿಲ್ಲ ಎಂದು ಟೀಕಿಸಿದ ಅವರು, ರಾಜ್ಯದಲ್ಲಿ ಅಭಿವೃದ್ಧಿ ಕುಂಠಿತವಾಗಿದೆ ಎಂದರು. ಅಧಿಕಾರ ಹಂಚಿಕೆ ಬಗ್ಗೆ ಮಾತನಾಡುವ ಕಾಂಗ್ರೆಸ್ ನಾಯಕರು ಒಗ್ಗಟ್ಟಿನಿಂದ ರಾಜ್ಯದ ಜನರ ಹಿತ ಕಾಯಬೇಕು ಎಂದು ಒತ್ತಾಯಿಸಿದರು. ಹಿಂದೂಗಳ ನಂಬಿಕೆಗೆ ಧಕ್ಕೆ ತರುವ ಕೆಲಸವನ್ನು ಕಾಂಗ್ರೆಸ್ ಮಾಡುತ್ತಿದೆ. ಕುಂಭಮೇಳದ ಬಗ್ಗೆ ನೀಡಿದ ಹೇಳಿಕೆಗಳನ್ನು ಜನರು ಗಮನಿಸುತ್ತಿದ್ದಾರೆ. ಅಲ್ಪಸಂಖ್ಯಾತರ ಓಲೈಕೆ ರಾಜಕಾರಣ ಮಾಡುವ ಕಾಂಗ್ರೆಸ್ ಪಕ್ಷಕ್ಕೆ ಮುಂಬರುವ ಚುನಾವಣೆಯಲ್ಲಿ ಜನರು ತಕ್ಕ ಪಾಠ ಕಲಿಸಲಿದ್ದಾರೆ ಎಂದು ಹೇಳಿದರು. <box>1106 202 1497 485</box>
lead-story <box>323 637 1098 1328</box>
cmyk-dot <box>135 2349 146 2360</box>
kidinudi-box <box>48 660 309 883</box>
box-body: ಪುಟ ೧ರಿಂದ ಮಾತ್ರ ಇದಾಗಿರಬಹುದು ಕೇಂದ್ರದಿಂದ ಅನ್ಯಾಯ ಆಗಿದೆ ಎಂದು ಆರೋಪ ಮಾಡುವ ಸ್ಟಾಲಿನ್ ಅವರು ಸುಳ್ಳು ಹೇಳುವ ಮೂಲಕ ಜನರನ್ನು ತಪ್ಪು ದಾರಿಗೆ ಎಳೆಯುತ್ತಿದ್ದಾರೆ. ಸೋನಿಯಾ ಗಾಂಧಿ ನೇತೃತ್ವದ ಯುಪಿಎ ಅವಧಿಯಲ್ಲಿ 1.43 ಲಕ್ಷ ಕೋಟಿ ರೂ. ಗಳನ್ನು ಬಿಡುಗಡೆಯಾಗಿತ್ತು ಎಂದು ಹೇಳಿದರು. <box>1141 1410 1256 1636</box>
rashi-name: ಧನು <box>204 1216 227 1233</box>
sub-label: ಡಿಎಂಕೆ ವಿಳಂಬ: <box>805 1552 874 1568</box>
horoscope-title: ದಿನ ಭವಿಷ್ಯ <box>58 902 121 921</box>
books-photo <box>573 1936 1049 2142</box>
story-body-2: 1998ರ ಬಾಂಬ್ ಸ್ಫೋಟ ಪ್ರಕರಣದ ಮತ್ತು ಸೂತ್ರಧಾರಿ ಅಲ್‌ಉಮಾ ಸಂಘಟನೆ ಮುಖ್ಯಸ್ಥನ ಅಂತ್ಯಸಂಸ್ಕಾರಕ್ಕೆ ಡಿಎಂಕೆ ಸರ್ಕಾರ ಭದ್ರತೆ ಒದಗಿಸಿತ್ತು ಎಂದು ಹೇಳಿದರು. ನಾಯಕರು ಭ್ರಷ್ಟಾಚಾರದಲ್ಲಿ ಉನ್ನತ ಪದವಿ ಪಡೆದವರು. ಅಕ್ರಮ ನಗದು ವ್ಯವಹಾರದಿಂದ ತಮಿಳುನಾಡು ಜನರು ಬೇಸತ್ತಿದ್ದಾರೆ ಎಂದರು. <box>805 1670 1027 1780</box>
date-day: ಗುರುವಾರ <box>1321 77 1371 95</box>
rashi-item <box>183 1078 309 1210</box>
rashi-text: ಆಪ್ತರೊಡನೆ ಭಿನ್ನಮತ ತಲೆದೋರಬಹುದು. ಸಮಾಧಾನದಿಂದ ವರ್ತಿಸಿ. <box>183 1239 275 1289</box>
story-body-col2 <box>565 1568 791 1859</box>
rashi-item <box>183 1216 309 1348</box>
subheadline: ನಂ.1 ಪ್ರವಾಸೋದ್ಯಮ ತಾಣವಾಗಬೇಕೆಂಬ ಗುರಿ <box>48 460 362 484</box>
arrow-icon: ➤ <box>1322 722 1338 738</box>
box-body: ತೆಲಂಗಾಣಕ್ಕೆ ನಾರಾಯಣಪುರ ಜಲಾಶಯದಿಂದ ನೀರು ಬಿಟ್ಟಿರುವ ಬಗ್ಗೆ ಪ್ರತಿಕ್ರಿಯಿಸಿದ ಡಿ.ಕೆ. ಶಿವಕುಮಾರ್, ನೀರು ಬಿಟ್ಟಿರುವ ವಿಚಾರದಲ್ಲಿ ತೆಲಂಗಾಣ ಮುಖ್ಯಮಂತ್ರಿ ರೇವಂತ್ ರೆಡ್ಡಿ ಅವರು ಮನವಿ ಮಾಡಿದ್ದರು ಎಂದರು. <box>1249 2180 1490 2252</box>
dancer-shape <box>1172 712 1203 808</box>
rashi-header <box>48 1492 174 1512</box>
story-body: ಪುಟ ೧ರಿಂದ ಕ್ಷೇತ್ರ ಪುನರ್ವಿಂಗಡಣೆ ವಿಚಾರದಲ್ಲಿ ಸ್ಟಾಲಿನ್ ಆತಂಕವ್ಯಕ್ತಪಡಿಸಿದ್ದಾರೆ. ಈ ಸ್ಟಾಲಿನ್ ಅವರ ಮತ್ತು ಬೆಂಬಲಿಗರ ಆತಂಕದ ಬಗ್ಗೆ ಪ್ರತಿಕ್ರಿಯಿಸಿದ ಸಚಿವ ಅಮಿತ್ ಶಾ, ಕ್ಷೇತ್ರ ಪುನರ್ವಿಂಗಡಣೆಯ ಬಳಿಕವೂ ದಕ್ಷಿಣ ಭಾರತದ ಯಾವುದೇ ರಾಜ್ಯಗಳಿಗೆ ಒಂದು ಸೀಟು ಕೂಡ ಕೈತಪ್ಪುವುದಿಲ್ಲ ಎಂದು ಭರವಸೆ ನೀಡಿದರು. ಈ ಬಗ್ಗೆ ನಿರ್ಧಾರ ಕೈಗೊಳ್ಳಬೇಕು ಎಂದು ಸ್ಟಾಲಿನ್ ಹೇಳಿಕೆ ನೀಡಿದ್ದು, ತಮಿಳುನಾಡಿನ ಜನರನ್ನು ತಪ್ಪುದಾರಿಗೆ ಎಳೆಯಲಾಗುತ್ತಿದೆ ಎಂದರು. <box>805 1378 1027 1546</box>
building-shape <box>834 1967 1026 2082</box>
dargah-photo <box>565 1377 791 1562</box>
highlight-text: ಭಾರತ ಮತ್ತು ವಿದೇಶಗಳ 400 ಕ್ಕೂ ಹೆಚ್ಚು ಉದ್ಯಮ ಸಂಸ್ಥೆಗಳು ಮತ್ತು ರಾಜ್ಯದ 150 ಕ್ಕೂ ಹೆಚ್ಚು ಪಾಲುದಾರರು ಪಾಲ್ಗೊಳ್ಳಲಿದ್ದಾರೆ. <box>1322 722 1480 798</box>
zodiac-icon: ✦ <box>48 1355 66 1373</box>
rashi-item <box>48 1492 174 1625</box>
rashi-item <box>48 1631 174 1763</box>
date: 27 ಫೆಬ್ರವರಿ 2025 <box>1321 95 1440 114</box>
reply: - ಹೊಸ್ತಿಲು ಬದಲು ಹುಟ್ಟಾಗದಿರಲಿ, ಹಿಂದಿನವರಲ್ಲ ಹಾರಿಸುವ ಉಡುಪನ್ನು ಪೋಲಿಸಿಗೆ ಕೃತಜ್ಞತಾಭಾವ ಮಾತ್ರ ಬೇಡ! <box>75 832 286 860</box>
headline: ಸಿದ್ದರಾಮಯ್ಯ ಬೆಂಕಿ ಇದ್ದಂತೆ, ಮುಟ್ಟಲು ಸಾಧ್ಯವಿಲ್ಲ <box>48 1944 302 1996</box>
cmyk-dot <box>554 2349 565 2360</box>
sub-label: ಬಾಂಬ್ ಸ್ಫೋಟ ಆರೋಪಿಗೆ ಭದ್ರತೆ: <box>805 1652 955 1668</box>
rashi-text: ಸಾಲಬಾಧೆಯಿಂದ ಮುಕ್ತಿ. ಮಾನಸಿಕ ನೆಮ್ಮದಿ ಹೆಚ್ಚುವುದು. <box>183 1654 296 1686</box>
telangana-box <box>1241 2144 1497 2335</box>
rashi-text: ನೀವು ಬಯಸಿದ ಫಲಿತಾಂಶ ಸಿಗದು. ಆರ್ಥಿಕ ವ್ಯವಹಾರದಲ್ಲಿ ಮುನ್ನೆಚ್ಚರಿಕೆ ವಹಿಸಿ. <box>183 1101 294 1151</box>
headline: ಸಂಚಾರಕ್ಕೆ ಜನರ ಪರದಾಟ <box>323 681 787 745</box>
row-divider <box>48 631 1497 632</box>
zodiac-icon: ✦ <box>48 1217 66 1235</box>
spark-icon: ✸ <box>244 680 270 716</box>
